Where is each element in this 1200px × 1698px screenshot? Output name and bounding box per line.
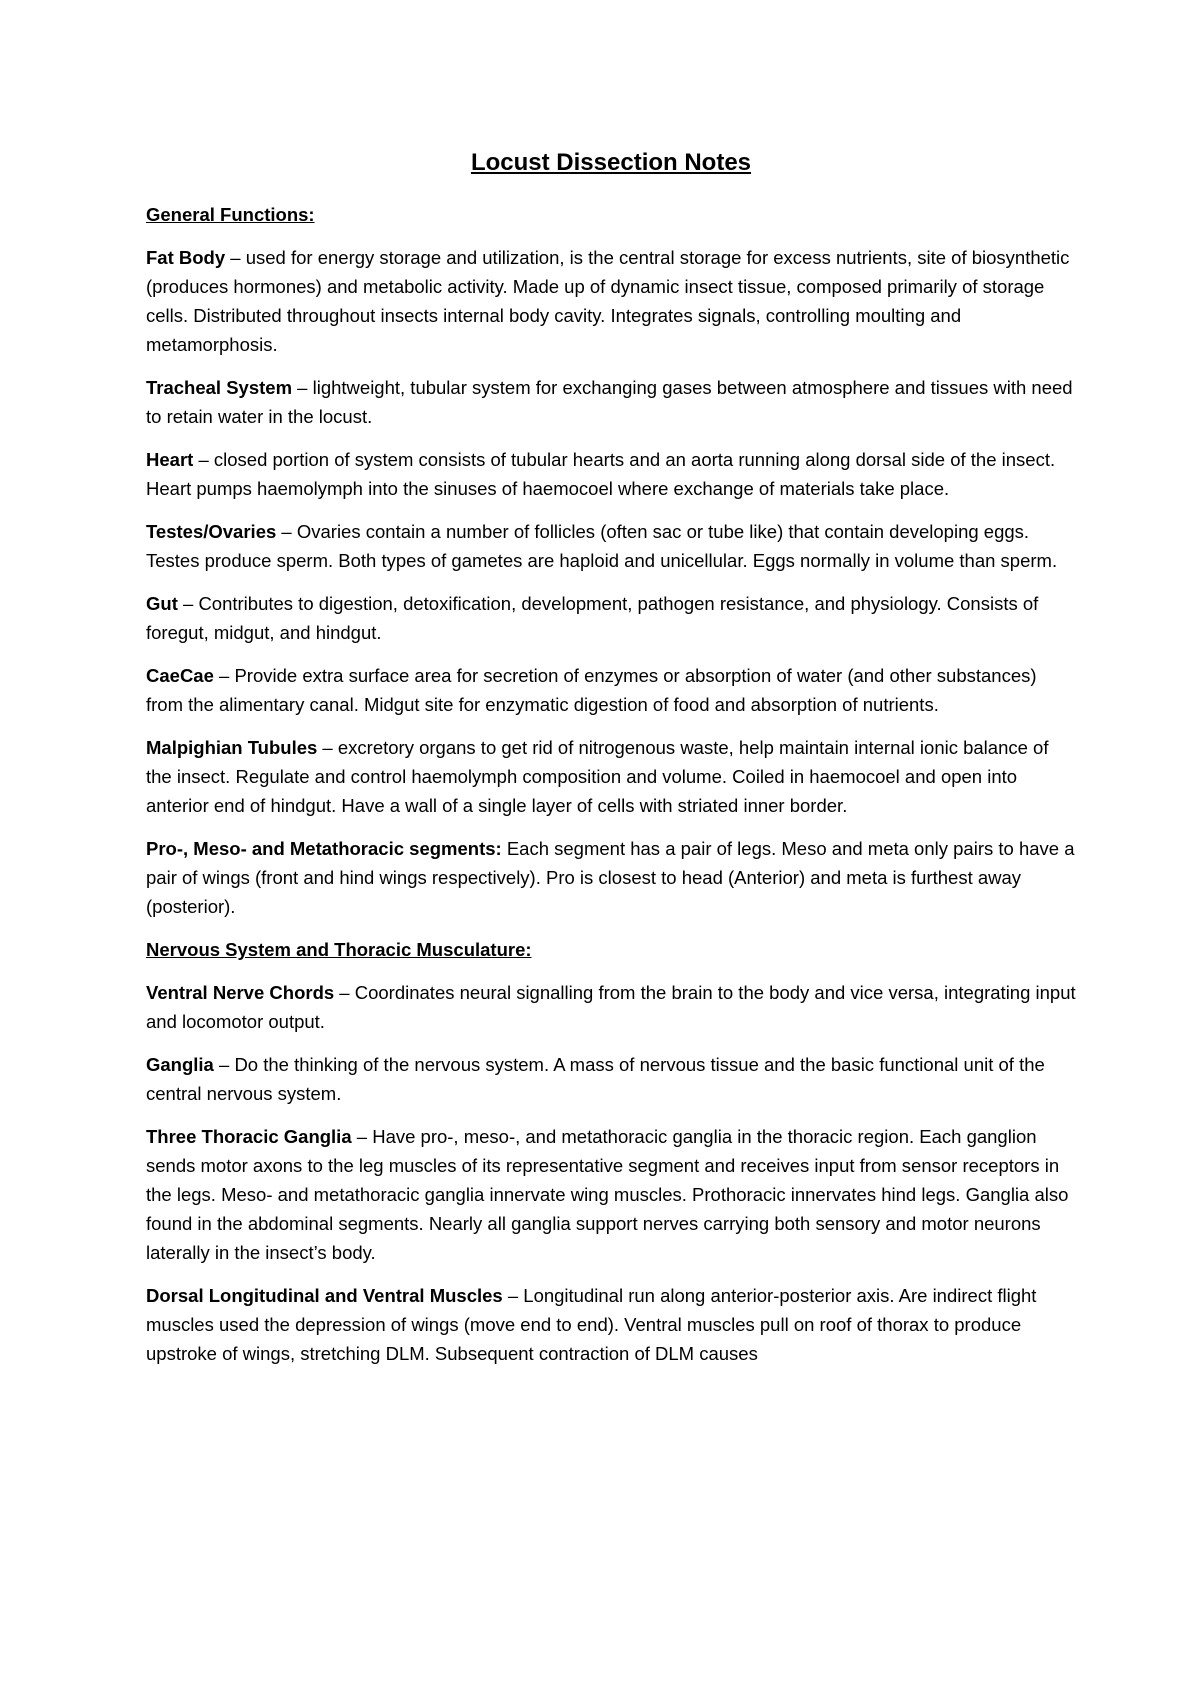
entry-separator: – <box>276 521 297 542</box>
document-title: Locust Dissection Notes <box>470 149 752 176</box>
entry-dorsal-longitudinal-ventral-muscles <box>146 1281 1076 1368</box>
entry-term: Ventral Nerve Chords <box>146 982 335 1003</box>
entry-separator: – <box>502 1285 524 1306</box>
entry-ganglia <box>146 1050 1076 1108</box>
entry-separator: – <box>351 1126 373 1147</box>
entry-separator: – <box>193 449 214 470</box>
entry-term: Three Thoracic Ganglia <box>146 1126 352 1147</box>
entry-malpighian-tubules <box>146 733 1076 820</box>
entry-term: CaeCae <box>146 665 214 686</box>
entry-term: Dorsal Longitudinal and Ventral Muscles <box>146 1285 503 1306</box>
entry-separator: – <box>225 247 246 268</box>
entry-testes-ovaries <box>146 517 1076 575</box>
entry-term: Malpighian Tubules <box>146 737 318 758</box>
entry-text: Do the thinking of the nervous system. A mass of nervous tissue and the basic functional unit of the central nervous system. <box>146 1054 1045 1104</box>
entry-heart <box>146 445 1076 503</box>
document-body <box>146 148 1076 1382</box>
entry-caecae <box>146 661 1076 719</box>
entry-term: Heart <box>146 449 194 470</box>
entry-term: Fat Body <box>146 247 226 268</box>
entry-text: lightweight, tubular system for exchanging gases between atmosphere and tissues with need to retain water in the locust. <box>146 377 1073 427</box>
section-heading-nervous-system: Nervous System and Thoracic Musculature: <box>146 939 532 960</box>
entry-separator: – <box>334 982 355 1003</box>
entry-separator: – <box>317 737 338 758</box>
entry-ventral-nerve-chords <box>146 978 1076 1036</box>
entry-three-thoracic-ganglia <box>146 1122 1076 1267</box>
section-heading-general-functions: General Functions: <box>146 204 315 225</box>
entry-text: Ovaries contain a number of follicles (often sac or tube like) that contain developing eggs. Testes produce sperm. Both types of gametes are haploid and unicellular. Eggs normally in volume than sperm. <box>146 521 1058 571</box>
entry-text: Each segment has a pair of legs. Meso and meta only pairs to have a pair of wings (front and hind wings respectively). Pro is closest to head (Anterior) and meta is furthest away (posterior). <box>146 838 1075 917</box>
entry-separator: – <box>213 1054 235 1075</box>
entry-thoracic-segments <box>146 834 1076 921</box>
entry-separator: – <box>177 593 199 614</box>
entry-text: Longitudinal run along anterior-posterior axis. Are indirect flight muscles used the depression of wings (move end to end). Ventral muscles pull on roof of thorax to produce upstroke of wings, stretching DLM. Subsequent contraction of DLM causes <box>146 1285 1037 1364</box>
entry-text: Coordinates neural signalling from the brain to the body and vice versa, integrating input and locomotor output. <box>146 982 1076 1032</box>
entry-term: Testes/Ovaries <box>146 521 277 542</box>
entry-fat-body <box>146 243 1076 359</box>
entry-term: Gut <box>146 593 178 614</box>
entry-text: Have pro-, meso-, and metathoracic ganglia in the thoracic region. Each ganglion sends motor axons to the leg muscles of its representative segment and receives input from sensor receptors in the legs. Meso- and metathoracic ganglia innervate wing muscles. Prothoracic innervates hind legs. Ganglia also found in the abdominal segments. Nearly all ganglia support nerves carrying both sensory and motor neurons laterally in the insect’s body. <box>146 1126 1069 1263</box>
entry-text: excretory organs to get rid of nitrogenous waste, help maintain internal ionic balance of the insect. Regulate and control haemolymph composition and volume. Coiled in haemocoel and open into anterior end of hindgut. Have a wall of a single layer of cells with striated inner border. <box>146 737 1049 816</box>
entry-text: Provide extra surface area for secretion of enzymes or absorption of water (and other substances) from the alimentary canal. Midgut site for enzymatic digestion of food and absorption of nutrients. <box>146 665 1037 715</box>
entry-term: Tracheal System <box>146 377 293 398</box>
entry-text: Contributes to digestion, detoxification, development, pathogen resistance, and physiology. Consists of foregut, midgut, and hindgut. <box>146 593 1039 643</box>
entry-tracheal-system <box>146 373 1076 431</box>
entry-text: used for energy storage and utilization, is the central storage for excess nutrients, site of biosynthetic (produces hormones) and metabolic activity. Made up of dynamic insect tissue, composed primarily of storage cells. Distributed throughout insects internal body cavity. Integrates signals, controlling moulting and metamorphosis. <box>146 247 1070 355</box>
entry-term: Pro-, Meso- and Metathoracic segments: <box>146 838 502 859</box>
entry-separator: – <box>213 665 235 686</box>
entry-term: Ganglia <box>146 1054 214 1075</box>
entry-separator: – <box>292 377 313 398</box>
entry-gut <box>146 589 1076 647</box>
entry-text: closed portion of system consists of tubular hearts and an aorta running along dorsal side of the insect. Heart pumps haemolymph into the sinuses of haemocoel where exchange of materials take place. <box>146 449 1056 499</box>
